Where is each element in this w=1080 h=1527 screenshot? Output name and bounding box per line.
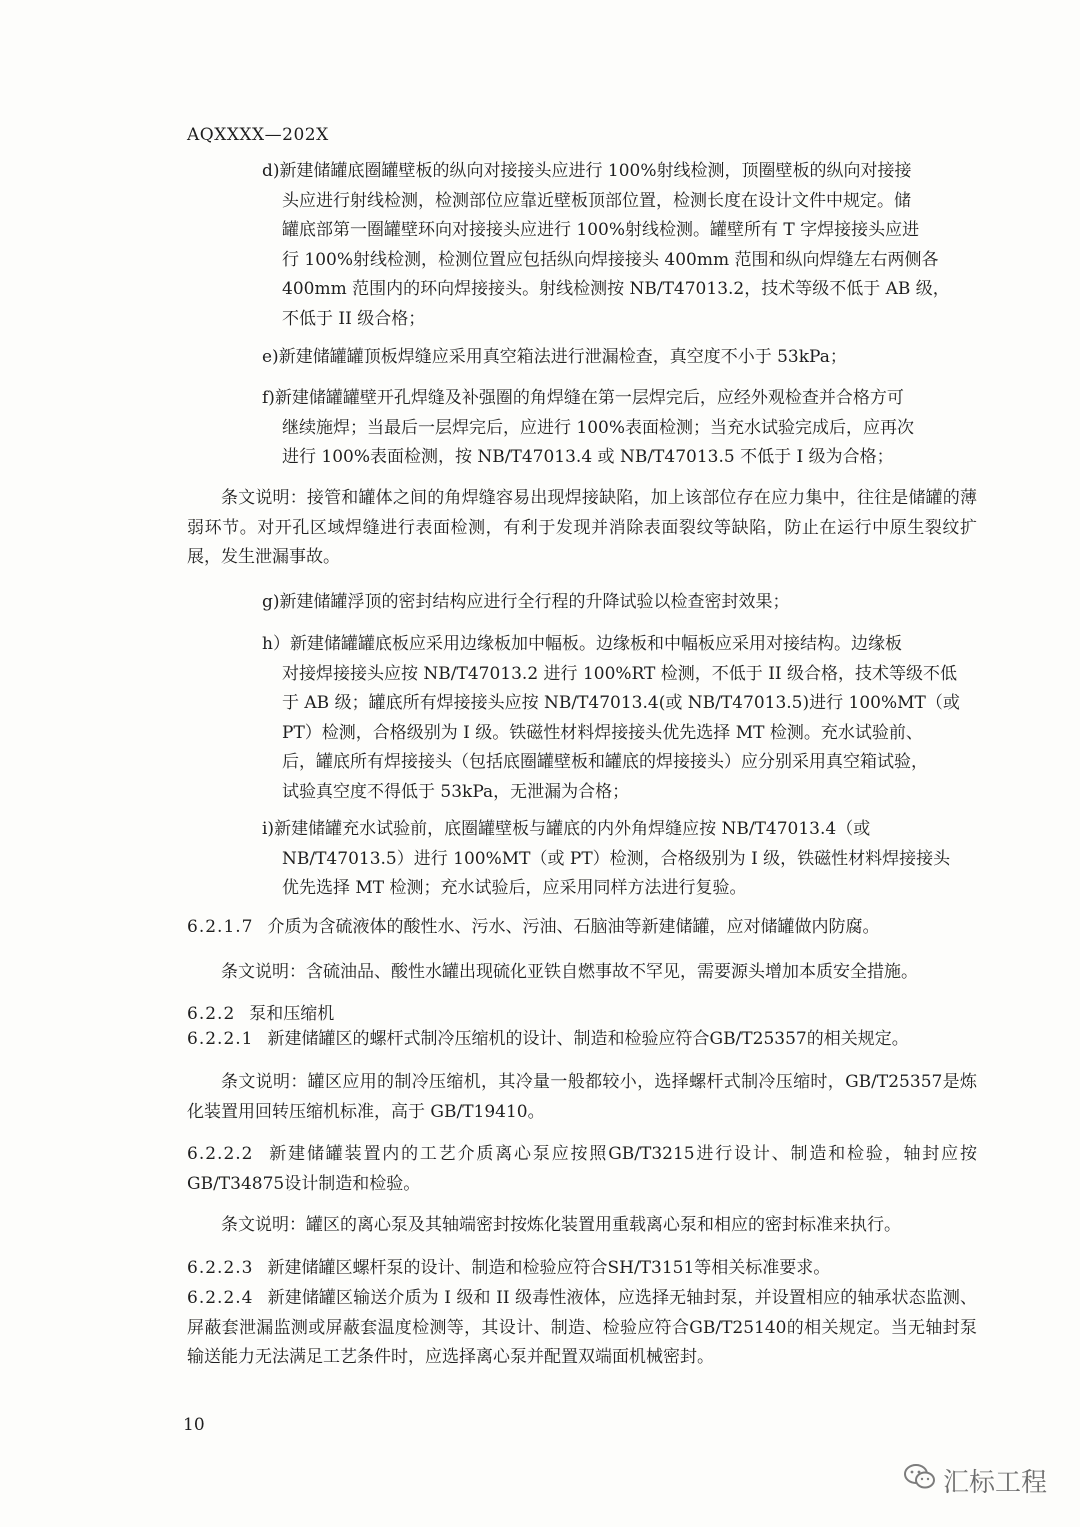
clause-number: 6.2.2.1: [187, 1029, 254, 1049]
list-item-e-line: e)新建储罐罐顶板焊缝应采用真空箱法进行泄漏检查，真空度不小于 53kPa；: [262, 347, 847, 367]
clause-text: 新建储罐装置内的工艺介质离心泵应按照GB/T3215进行设计、制造和检验，轴封应按GB/T34875设计制造和检验。: [187, 1144, 977, 1194]
watermark: [903, 1462, 1047, 1499]
list-item-h-line: PT）检测，合格级别为 I 级。铁磁性材料焊接接头优先选择 MT 检测。充水试验前、: [282, 722, 923, 743]
clause-6-2-2-4: [187, 1284, 977, 1373]
list-item-h-line: 后，罐底所有焊接接头（包括底圈罐壁板和罐底的焊接接头）应分别采用真空箱试验，: [282, 752, 928, 772]
list-item-d-line: 头应进行射线检测，检测部位应靠近壁板顶部位置，检测长度在设计文件中规定。储: [282, 190, 911, 211]
list-item-d-line: 罐底部第一圈罐壁环向对接接头应进行 100%射线检测。罐壁所有 T 字焊接接头应进: [282, 220, 920, 240]
clause-number: 6.2.2.3: [187, 1258, 254, 1278]
clause-6-2-1-7: [187, 913, 977, 943]
clause-explanation-note: 条文说明：接管和罐体之间的角焊缝容易出现焊接缺陷，加上该部位存在应力集中，往往是储罐的薄弱环节。对开孔区域焊缝进行表面检测，有利于发现并消除表面裂纹等缺陷，防止在运行中原生裂纹扩展，发生泄漏事故。: [187, 488, 977, 567]
list-item-i-line: i)新建储罐充水试验前，底圈罐壁板与罐底的内外角焊缝应按 NB/T47013.4（或: [262, 819, 871, 839]
list-item-g-line: g)新建储罐浮顶的密封结构应进行全行程的升降试验以检查密封效果；: [262, 592, 790, 612]
clause-text: 介质为含硫液体的酸性水、污水、污油、石脑油等新建储罐，应对储罐做内防腐。: [267, 917, 880, 937]
clause-6-2-2-1: [187, 1025, 977, 1055]
list-item-i-line: 优先选择 MT 检测；充水试验后，应采用同样方法进行复验。: [282, 878, 747, 898]
clause-explanation-note: 条文说明：含硫油品、酸性水罐出现硫化亚铁自燃事故不罕见，需要源头增加本质安全措施。: [221, 962, 918, 982]
watermark-text: 汇标工程: [943, 1468, 1048, 1498]
list-item-h-line: 对接焊接接头应按 NB/T47013.2 进行 100%RT 检测，不低于 II 级合格，技术等级不低: [282, 663, 958, 684]
list-item-d-line: 行 100%射线检测，检测位置应包括纵向焊接接头 400mm 范围和纵向焊缝左右两侧各: [282, 249, 939, 270]
clause-6-2-2-2: [187, 1140, 977, 1199]
section-title: 泵和压缩机: [249, 1004, 335, 1024]
clause-text: 新建储罐区的螺杆式制冷压缩机的设计、制造和检验应符合GB/T25357的相关规定。: [267, 1029, 909, 1049]
clause-number: 6.2.1.7: [187, 917, 254, 937]
list-item-h-line: 试验真空度不得低于 53kPa，无泄漏为合格；: [282, 781, 630, 802]
section-number: 6.2.2: [187, 1004, 236, 1024]
clause-explanation-note: 条文说明：罐区应用的制冷压缩机，其冷量一般都较小，选择螺杆式制冷压缩时，GB/T25357是炼化装置用回转压缩机标准，高于 GB/T19410。: [187, 1072, 977, 1122]
clause-number: 6.2.2.2: [187, 1144, 254, 1164]
clause-text: 新建储罐区输送介质为 I 级和 II 级毒性液体，应选择无轴封泵，并设置相应的轴承状态监测、屏蔽套泄漏监测或屏蔽套温度检测等，其设计、制造、检验应符合GB/T25140的相关规定。当无轴封泵输送能力无法满足工艺条件时，应选择离心泵并配置双端面机械密封。: [187, 1288, 977, 1367]
list-item-d-line: 不低于 II 级合格；: [282, 308, 426, 329]
clause-text: 新建储罐区螺杆泵的设计、制造和检验应符合SH/T3151等相关标准要求。: [267, 1258, 831, 1278]
list-item-f-line: 进行 100%表面检测，按 NB/T47013.4 或 NB/T47013.5 不低于 I 级为合格；: [282, 447, 894, 467]
clause-number: 6.2.2.4: [187, 1288, 254, 1308]
list-item-h-line: h）新建储罐罐底板应采用边缘板加中幅板。边缘板和中幅板应采用对接结构。边缘板: [262, 634, 902, 654]
list-item-g: [262, 588, 978, 618]
document-code-header: AQXXXX—202X: [187, 125, 329, 145]
list-item-d-line: 400mm 范围内的环向焊接接头。射线检测按 NB/T47013.2，技术等级不低于 AB 级，: [282, 279, 950, 299]
list-item-e: [262, 343, 978, 373]
page-number: 10: [183, 1415, 205, 1435]
clause-6-2-2-3: [187, 1254, 977, 1284]
list-item-i-line: NB/T47013.5）进行 100%MT（或 PT）检测，合格级别为 I 级，铁磁性材料焊接接头: [282, 848, 951, 869]
list-item-d: [262, 157, 978, 334]
clause-explanation-note: 条文说明：罐区的离心泵及其轴端密封按炼化装置用重载离心泵和相应的密封标准来执行。: [221, 1215, 901, 1235]
list-item-f: [262, 384, 978, 473]
list-item-f-line: f)新建储罐罐壁开孔焊缝及补强圈的角焊缝在第一层焊完后，应经外观检查并合格方可: [262, 388, 904, 408]
list-item-i: [262, 815, 978, 904]
list-item-h-line: 于 AB 级；罐底所有焊接接头应按 NB/T47013.4(或 NB/T47013.5)进行 100%MT（或: [282, 693, 960, 713]
list-item-h: [262, 630, 978, 807]
wechat-icon: [903, 1462, 937, 1499]
list-item-f-line: 继续施焊；当最后一层焊完后，应进行 100%表面检测；当充水试验完成后，应再次: [282, 417, 915, 438]
list-item-d-line: d)新建储罐底圈罐壁板的纵向对接接头应进行 100%射线检测，顶圈壁板的纵向对接接: [262, 161, 912, 181]
